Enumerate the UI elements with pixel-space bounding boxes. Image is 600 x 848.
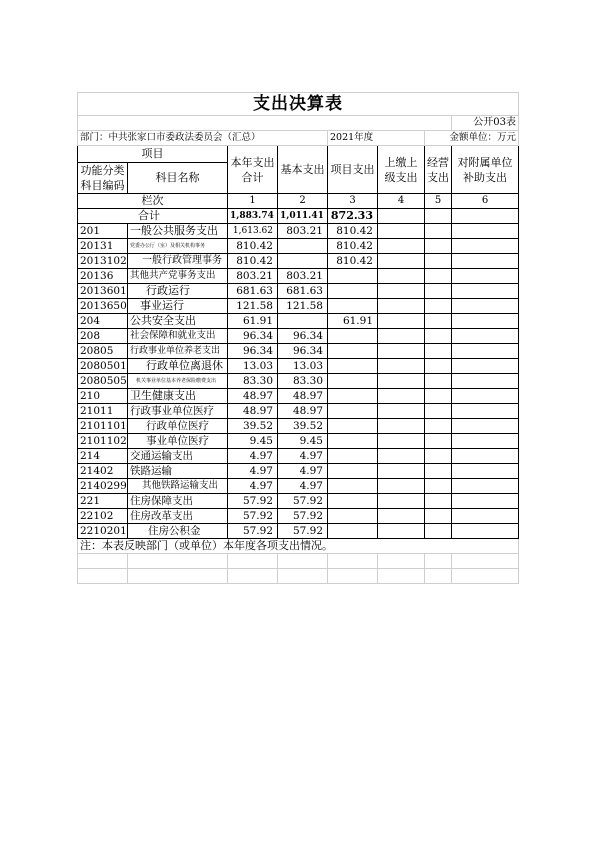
row-empty-cell [378,329,425,344]
row-basic: 48.97 [278,404,328,419]
row-project [328,524,378,539]
code-column-header: 功能分类科目编码 [78,163,128,194]
row-basic [278,314,328,329]
row-name: 党委办公厅（室）及相关机构事务 [128,239,228,254]
row-empty-cell [378,269,425,284]
col-number: 4 [378,194,425,209]
row-code: 2013650 [78,299,128,314]
row-project: 810.42 [328,239,378,254]
row-name: 住房保障支出 [128,494,228,509]
table-row [78,299,519,314]
row-total: 4.97 [228,449,278,464]
row-project [328,389,378,404]
row-name: 铁路运输 [128,464,228,479]
total-label: 合计 [78,209,228,224]
row-empty-cell [452,314,519,329]
table-row [78,404,519,419]
row-name: 住房公积金 [128,524,228,539]
row-project [328,374,378,389]
table-row [78,419,519,434]
row-empty-cell [425,389,452,404]
row-empty-cell [425,494,452,509]
row-empty-cell [452,494,519,509]
row-name: 社会保障和就业支出 [128,329,228,344]
row-empty-cell [452,254,519,269]
row-empty-cell [378,374,425,389]
row-project [328,494,378,509]
row-total: 9.45 [228,434,278,449]
row-total: 57.92 [228,494,278,509]
row-name: 机关事业单位基本养老保险缴费支出 [128,374,228,389]
project-column-header: 项目支出 [328,146,378,194]
row-empty-cell [378,509,425,524]
row-name: 住房改革支出 [128,509,228,524]
item-group-header: 项目 [78,146,228,163]
row-project [328,479,378,494]
business-column-header: 经营支出 [425,146,452,194]
row-empty-cell [452,524,519,539]
total-project: 872.33 [328,209,378,224]
row-empty-cell [378,344,425,359]
row-empty-cell [452,344,519,359]
row-empty-cell [378,419,425,434]
row-total: 810.42 [228,254,278,269]
row-code: 20131 [78,239,128,254]
row-empty-cell [452,449,519,464]
department-label: 部门：中共张家口市委政法委员会（汇总） [78,131,328,146]
row-basic: 96.34 [278,329,328,344]
row-project [328,359,378,374]
row-empty-cell [425,254,452,269]
table-row [78,224,519,239]
row-empty-cell [378,479,425,494]
row-empty-cell [452,509,519,524]
row-empty-cell [425,224,452,239]
row-project: 810.42 [328,254,378,269]
row-project [328,329,378,344]
row-project [328,509,378,524]
row-code: 2080505 [78,374,128,389]
row-name: 行政单位医疗 [128,419,228,434]
row-project [328,434,378,449]
row-empty-cell [452,464,519,479]
row-name: 事业运行 [128,299,228,314]
row-empty-cell [452,329,519,344]
col-number: 2 [278,194,328,209]
row-code: 22102 [78,509,128,524]
table-row [78,314,519,329]
table-note: 注：本表反映部门（或单位）本年度各项支出情况。 [78,539,519,554]
row-code: 21402 [78,464,128,479]
row-project: 61.91 [328,314,378,329]
row-basic: 13.03 [278,359,328,374]
row-empty-cell [425,269,452,284]
total-amount: 1,883.74 [228,209,278,224]
row-basic: 57.92 [278,509,328,524]
row-basic: 9.45 [278,434,328,449]
row-empty-cell [425,314,452,329]
row-code: 210 [78,389,128,404]
row-total: 121.58 [228,299,278,314]
row-empty-cell [452,224,519,239]
row-empty-cell [425,299,452,314]
row-code: 2080501 [78,359,128,374]
row-empty-cell [378,524,425,539]
row-total: 57.92 [228,524,278,539]
row-empty-cell [378,464,425,479]
row-empty-cell [378,434,425,449]
table-row [78,494,519,509]
row-name: 其他共产党事务支出 [128,269,228,284]
row-empty-cell [452,479,519,494]
row-total: 61.91 [228,314,278,329]
row-total: 96.34 [228,329,278,344]
row-empty-cell [378,494,425,509]
total-basic: 1,011.41 [278,209,328,224]
row-project: 810.42 [328,224,378,239]
row-empty-cell [378,254,425,269]
row-empty-cell [425,524,452,539]
row-basic [278,254,328,269]
table-row [78,239,519,254]
row-total: 57.92 [228,509,278,524]
row-code: 204 [78,314,128,329]
row-total: 39.52 [228,419,278,434]
table-row [78,524,519,539]
row-empty-cell [452,284,519,299]
row-project [328,269,378,284]
row-code: 21011 [78,404,128,419]
basic-column-header: 基本支出 [278,146,328,194]
row-total: 4.97 [228,464,278,479]
row-project [328,464,378,479]
form-code: 公开03表 [452,116,519,131]
row-code: 20136 [78,269,128,284]
row-total: 1,613.62 [228,224,278,239]
row-project [328,404,378,419]
table-row [78,464,519,479]
row-total: 48.97 [228,389,278,404]
row-code: 221 [78,494,128,509]
row-empty-cell [378,239,425,254]
row-basic: 803.21 [278,269,328,284]
row-project [328,344,378,359]
upper-column-header: 上缴上级支出 [378,146,425,194]
row-code: 201 [78,224,128,239]
row-name: 行政单位离退休 [128,359,228,374]
table-row [78,329,519,344]
row-code: 2140299 [78,479,128,494]
row-name: 一般公共服务支出 [128,224,228,239]
row-name: 一般行政管理事务 [128,254,228,269]
row-empty-cell [425,284,452,299]
row-code: 20805 [78,344,128,359]
row-empty-cell [452,434,519,449]
row-empty-cell [452,239,519,254]
row-empty-cell [378,299,425,314]
row-basic: 39.52 [278,419,328,434]
row-basic: 83.30 [278,374,328,389]
subsidy-column-header: 对附属单位补助支出 [452,146,519,194]
col-number: 6 [452,194,519,209]
row-total: 48.97 [228,404,278,419]
table-row [78,389,519,404]
row-name: 卫生健康支出 [128,389,228,404]
row-empty-cell [425,509,452,524]
row-empty-cell [378,314,425,329]
table-row [78,344,519,359]
table-row [78,374,519,389]
row-empty-cell [452,404,519,419]
row-project [328,419,378,434]
row-empty-cell [378,359,425,374]
row-name: 公共安全支出 [128,314,228,329]
row-empty-cell [452,419,519,434]
row-basic: 4.97 [278,479,328,494]
row-empty-cell [425,404,452,419]
row-project [328,449,378,464]
row-total: 803.21 [228,269,278,284]
row-empty-cell [378,389,425,404]
row-project [328,299,378,314]
row-empty-cell [425,329,452,344]
row-empty-cell [452,374,519,389]
expenditure-table [77,92,519,584]
row-total: 681.63 [228,284,278,299]
name-column-header: 科目名称 [128,163,228,194]
total-row [78,209,519,224]
row-empty-cell [425,344,452,359]
row-empty-cell [425,479,452,494]
row-code: 2013102 [78,254,128,269]
row-total: 4.97 [228,479,278,494]
row-empty-cell [452,299,519,314]
row-basic: 57.92 [278,524,328,539]
row-basic [278,239,328,254]
total-column-header: 本年支出合计 [228,146,278,194]
row-basic: 96.34 [278,344,328,359]
row-name: 行政运行 [128,284,228,299]
col-number: 1 [228,194,278,209]
row-basic: 48.97 [278,389,328,404]
row-code: 2210201 [78,524,128,539]
row-basic: 4.97 [278,449,328,464]
row-empty-cell [378,404,425,419]
table-row [78,359,519,374]
table-row [78,479,519,494]
row-code: 214 [78,449,128,464]
page-title: 支出决算表 [78,93,519,116]
row-empty-cell [425,419,452,434]
table-row [78,509,519,524]
amount-unit: 金额单位：万元 [425,131,519,146]
row-name: 行政事业单位养老支出 [128,344,228,359]
row-empty-cell [452,389,519,404]
row-empty-cell [378,449,425,464]
table-row [78,434,519,449]
row-empty-cell [425,464,452,479]
fiscal-year: 2021年度 [328,131,425,146]
row-empty-cell [425,239,452,254]
row-name: 事业单位医疗 [128,434,228,449]
col-number: 3 [328,194,378,209]
row-basic: 681.63 [278,284,328,299]
row-empty-cell [452,359,519,374]
row-name: 交通运输支出 [128,449,228,464]
row-basic: 803.21 [278,224,328,239]
row-empty-cell [425,434,452,449]
col-number: 5 [425,194,452,209]
row-code: 2101102 [78,434,128,449]
table-row [78,254,519,269]
row-total: 810.42 [228,239,278,254]
row-code: 2101101 [78,419,128,434]
row-basic: 57.92 [278,494,328,509]
row-code: 208 [78,329,128,344]
row-total: 96.34 [228,344,278,359]
row-empty-cell [425,374,452,389]
row-number-label: 栏次 [78,194,228,209]
row-basic: 4.97 [278,464,328,479]
table-row [78,269,519,284]
row-empty-cell [452,269,519,284]
row-empty-cell [378,284,425,299]
row-code: 2013601 [78,284,128,299]
row-empty-cell [425,359,452,374]
expenditure-sheet [77,92,518,584]
table-row [78,449,519,464]
row-total: 83.30 [228,374,278,389]
row-total: 13.03 [228,359,278,374]
row-name: 行政事业单位医疗 [128,404,228,419]
row-project [328,284,378,299]
table-row [78,284,519,299]
row-empty-cell [378,224,425,239]
row-empty-cell [425,449,452,464]
row-name: 其他铁路运输支出 [128,479,228,494]
row-basic: 121.58 [278,299,328,314]
